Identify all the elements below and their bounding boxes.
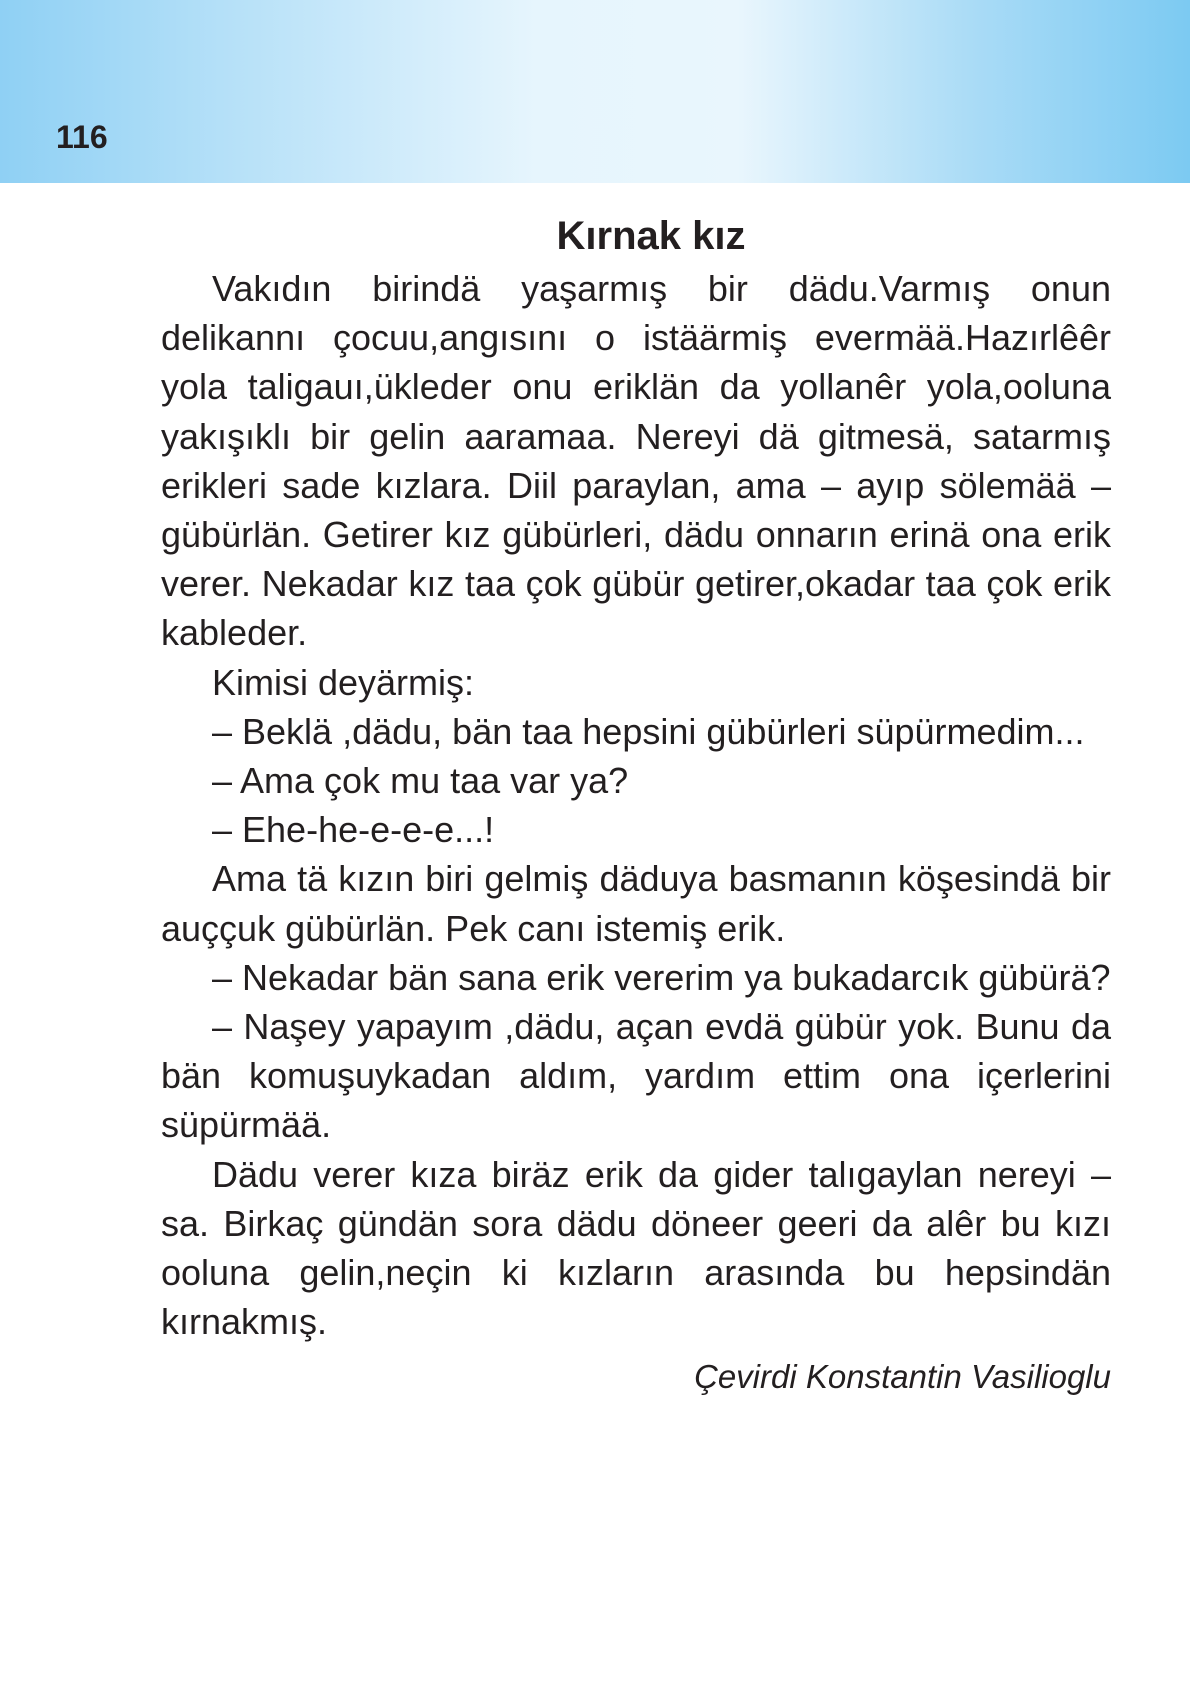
- story-paragraph: – Naşey yapayım ,dädu, açan evdä gübür yok. Bunu da bän komuşuykadan aldım, yardım ettim ona içerlerini süpürmää.: [161, 1006, 1111, 1146]
- page-number: 116: [56, 119, 108, 155]
- story-paragraph: – Nekadar bän sana erik vererim ya bukadarcık gübürä?: [212, 956, 1111, 998]
- story-paragraph: Vakıdın birindä yaşarmış bir dädu.Varmış onun delikannı çocuu,angısını o istäärmiş evermää.Hazırlêêr yola taligauı,ükleder onu eriklän da yollanêr yola,ooluna yakışıklı bir gelin aaramaa. Nereyi dä gitmesä, satarmış erikleri sade kızlara. Diil paraylan, ama – ayıp sölemää – gübürlän. Getirer kız gübürleri, dädu onnarın erinä ona erik verer. Nekadar kız taa çok gübür getirer,okadar taa çok erik kableder.: [161, 268, 1111, 654]
- story-content: [161, 208, 1111, 1402]
- story-paragraph: Ama tä kızın biri gelmiş däduya basmanın köşesindä bir auççuk gübürlän. Pek canı istemiş erik.: [161, 858, 1111, 949]
- story-paragraph: – Beklä ,dädu, bän taa hepsini gübürleri süpürmedim...: [212, 710, 1085, 752]
- header-band: [0, 0, 1190, 183]
- translator-credit: Çevirdi Konstantin Vasilioglu: [694, 1358, 1111, 1396]
- story-paragraph: Dädu verer kıza biräz erik da gider talıgaylan nereyi – sa. Birkaç gündän sora dädu döneer geeri da alêr bu kızı ooluna gelin,neçin ki kızların arasında bu hepsindän kırnakmış.: [161, 1153, 1111, 1343]
- story-paragraph: – Ehe-he-e-e-e...!: [212, 809, 495, 851]
- story-paragraph: – Ama çok mu taa var ya?: [212, 760, 629, 802]
- story-title: Kırnak kız: [556, 214, 746, 258]
- story-paragraph: Kimisi deyärmiş:: [212, 661, 475, 703]
